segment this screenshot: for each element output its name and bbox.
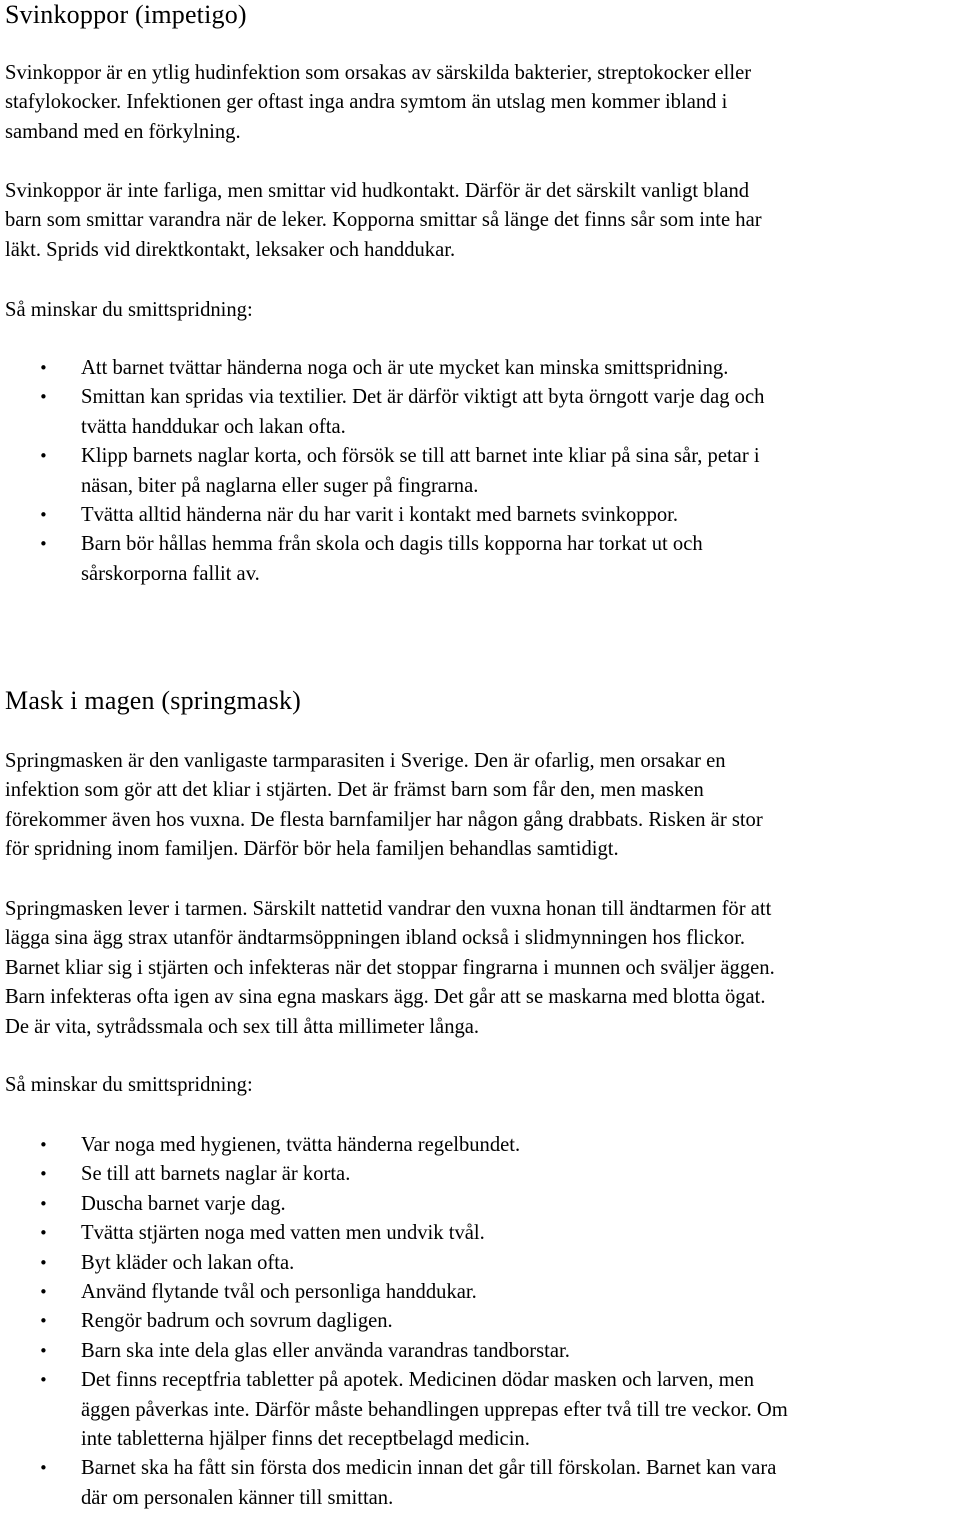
bullet-icon: • — [39, 506, 48, 525]
bullet-icon: • — [39, 1224, 48, 1243]
text-line: där om personalen känner till smittan. — [81, 1486, 394, 1509]
text-line: infektion som gör att det kliar i stjärten. Det är främst barn som får den, men masken — [5, 779, 704, 802]
section-title-springmask: Mask i magen (springmask) — [5, 686, 302, 715]
text-line: Det finns receptfria tabletter på apotek. Medicinen dödar masken och larven, men — [81, 1369, 755, 1392]
text-line: inte tabletterna hjälper finns det receptbelagd medicin. — [81, 1428, 530, 1451]
bullet-icon: • — [39, 447, 48, 466]
text-line: Tvätta alltid händerna när du har varit i kontakt med barnets svinkoppor. — [81, 504, 679, 527]
text-line: Springmasken lever i tarmen. Särskilt nattetid vandrar den vuxna honan till ändtarmen för att — [5, 898, 772, 920]
list-item — [5, 1307, 788, 1336]
text-line: Svinkoppor är en ytlig hudinfektion som orsakas av särskilda bakterier, streptokocker eller — [5, 62, 752, 84]
bullet-list — [5, 354, 764, 589]
text-line: Barnet kliar sig i stjärten och infekteras när det stoppar fingrarna i munnen och sväljer äggen. — [5, 956, 775, 979]
text-line: för spridning inom familjen. Därför bör hela familjen behandlas samtidigt. — [5, 838, 619, 861]
text-line: De är vita, sytrådssmala och sex till åtta millimeter långa. — [5, 1015, 480, 1038]
text-line: Springmasken är den vanligaste tarmparasiten i Sverige. Den är ofarlig, men orsakar en — [5, 750, 726, 772]
list-item — [5, 1131, 788, 1160]
bullet-list — [5, 1131, 788, 1513]
text-line: barn som smittar varandra när de leker. Kopporna smittar så länge det finns sår som inte har — [5, 209, 762, 232]
bullet-icon: • — [39, 535, 48, 554]
bullet-icon: • — [39, 1165, 48, 1184]
text-line: Tvätta stjärten noga med vatten men undvik tvål. — [81, 1222, 485, 1245]
paragraph — [5, 59, 751, 147]
bullet-icon: • — [39, 1194, 48, 1213]
text-line: Klipp barnets naglar korta, och försök se till att barnet inte kliar på sina sår, petar i — [81, 445, 760, 468]
paragraph — [5, 177, 762, 265]
text-line: lägga sina ägg strax utanför ändtarmsöppningen ibland också i slidmynningen hos flickor. — [5, 927, 746, 950]
bullet-icon: • — [39, 1136, 48, 1154]
text-line: Duscha barnet varje dag. — [81, 1192, 286, 1215]
list-item — [5, 1249, 788, 1278]
text-line: äggen påverkas inte. Därför måste behandlingen upprepas efter två till tre veckor. Om — [81, 1398, 788, 1421]
bullet-icon: • — [39, 359, 48, 377]
text-line: Var noga med hygienen, tvätta händerna regelbundet. — [81, 1134, 521, 1156]
text-line: Använd flytande tvål och personliga handdukar. — [81, 1281, 477, 1304]
text-line: Svinkoppor är inte farliga, men smittar vid hudkontakt. Därför är det särskilt vanligt bland — [5, 180, 750, 202]
bullet-icon: • — [39, 1371, 48, 1390]
section-title-impetigo: Svinkoppor (impetigo) — [5, 0, 247, 29]
paragraph — [5, 895, 775, 1042]
bullet-icon: • — [39, 1253, 48, 1272]
bullet-icon: • — [39, 1283, 48, 1302]
bullet-icon: • — [39, 1312, 48, 1331]
bullet-icon: • — [39, 1459, 48, 1478]
bullet-icon: • — [39, 1341, 48, 1360]
text-line: förekommer även hos vuxna. De flesta barnfamiljer har någon gång drabbats. Risken är stor — [5, 808, 763, 831]
text-line: Barn bör hållas hemma från skola och dagis tills kopporna har torkat ut och — [81, 533, 703, 556]
text-line: samband med en förkylning. — [5, 120, 241, 143]
text-line: näsan, biter på naglarna eller suger på fingrarna. — [81, 474, 479, 497]
text-line: sårskorporna fallit av. — [81, 562, 260, 585]
text-line: Smittan kan spridas via textilier. Det är därför viktigt att byta örngott varje dag och — [81, 386, 765, 409]
list-item — [5, 1160, 788, 1189]
text-line: Rengör badrum och sovrum dagligen. — [81, 1310, 393, 1333]
subheading: Så minskar du smittspridning: — [5, 299, 253, 321]
list-item — [5, 1366, 788, 1454]
list-item — [5, 1337, 788, 1366]
paragraph — [5, 747, 763, 865]
text-line: Byt kläder och lakan ofta. — [81, 1251, 295, 1274]
list-item — [5, 1190, 788, 1219]
bullet-icon: • — [39, 388, 48, 407]
list-item — [5, 1278, 788, 1307]
list-item — [5, 530, 764, 589]
text-line: Barnet ska ha fått sin första dos medicin innan det går till förskolan. Barnet kan vara — [81, 1457, 777, 1480]
list-item — [5, 383, 764, 442]
text-line: Barn ska inte dela glas eller använda varandras tandborstar. — [81, 1339, 570, 1362]
text-line: Att barnet tvättar händerna noga och är ute mycket kan minska smittspridning. — [81, 357, 729, 379]
list-item — [5, 354, 764, 383]
list-item — [5, 442, 764, 501]
text-line: Se till att barnets naglar är korta. — [81, 1163, 351, 1186]
text-line: läkt. Sprids vid direktkontakt, leksaker och handdukar. — [5, 238, 456, 261]
list-item — [5, 1219, 788, 1248]
subheading: Så minskar du smittspridning: — [5, 1074, 253, 1096]
text-line: tvätta handdukar och lakan ofta. — [81, 415, 346, 438]
text-line: stafylokocker. Infektionen ger oftast inga andra symtom än utslag men kommer ibland i — [5, 91, 728, 114]
text-line: Barn infekteras ofta igen av sina egna maskars ägg. Det går att se maskarna med blotta ögat. — [5, 986, 766, 1009]
list-item — [5, 1454, 788, 1513]
list-item — [5, 501, 764, 530]
